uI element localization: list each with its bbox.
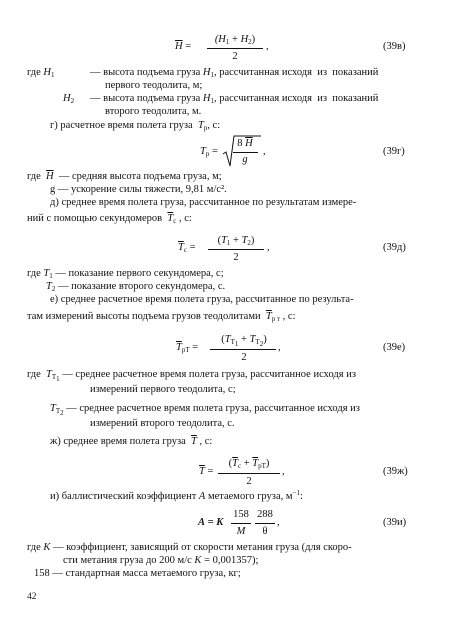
text-line: д) среднее время полета груза, рассчитанное по результатам измере- [50,197,357,208]
formula-numerator: $(T_1 + T_2)$ [217,235,255,247]
text-line: и) баллистический коэффициент A метаемого груза, $м^{-1}$: [50,489,303,502]
formula-number: (39д) [383,242,406,253]
text-line: первого теодолита, м; [105,80,203,91]
formula-lhs: $\overline{T}_{рТ}$ = [176,342,199,354]
fraction-bar [208,249,264,250]
text-line: е) среднее расчетное время полета груза, рассчитанное по результа- [50,294,354,305]
text-line: где $T_1$ — показание первого секундомера, с; [27,268,224,280]
formula-denominator: θ [262,526,268,537]
page-number: 42 [27,592,37,602]
fraction-bar [255,523,275,524]
text-line: измерений второго теодолита, с. [90,418,235,429]
text-line: $T_2$ — показание второго секундомера, с. [46,281,226,293]
formula-numerator: $(T_{Т_1} + T_{Т_2})$ [221,334,267,348]
text-line: г) расчетное время полета груза $T_р$, с: [50,120,221,132]
formula-denominator: 2 [241,352,247,363]
text-line: 158 — стандартная масса метаемого груза, кг; [34,568,241,579]
formula-number: (39г) [383,146,405,157]
text-line: где $T_{Т_1}$ — среднее расчетное время полета груза, рассчитанное исходя из [27,369,356,383]
fraction-bar [233,152,258,153]
formula-lhs: A = K [198,517,224,528]
text-line: там измерений высоты подъема грузов теодолитами $\overline{T}_{р т}$ , с: [27,311,296,323]
formula-lhs: $\overline{T}_с$ = [178,242,196,254]
text-line: ж) среднее время полета груза $\overline{T}$ , с: [50,436,213,447]
formula-numerator: 8 $\overline{H}$ [237,138,253,149]
formula-numerator: 158 [233,509,249,520]
formula-denominator: M [236,526,246,537]
text-line: — высота подъема груза $H_1$, рассчитанная исходя из показаний [90,93,379,105]
formula-number: (39и) [383,517,407,528]
text-line: сти метания груза до 200 м/с K = 0,001357); [63,555,259,566]
formula-denominator: 2 [232,51,238,62]
fraction-bar [231,523,251,524]
formula-numerator: 288 [257,509,273,520]
text-line: g — ускорение силы тяжести, 9,81 м/с². [50,184,227,195]
formula-numerator: $(\overline{T}_с + \overline{T}_{рТ})$ [228,458,270,470]
text-line: $T_{Т_2}$ — среднее расчетное время полета груза, рассчитанное исходя из [50,403,360,417]
formula-numerator: $(H_1 + H_2)$ [214,34,256,46]
text-line: ний с помощью секундомеров $\overline{T}_с$ , с: [27,213,192,225]
fraction-bar [218,473,280,474]
formula-lhs: $\overline{H}$ = [175,41,192,52]
formula-number: (39в) [383,41,406,52]
formula-lhs: $\overline{T}$ = [199,466,214,477]
formula-number: (39ж) [383,466,408,477]
formula-denominator: 2 [233,252,239,263]
fraction-bar [207,48,263,49]
fraction-bar [210,349,276,350]
text-line: измерений первого теодолита, с; [90,384,236,395]
formula-number: (39е) [383,342,406,353]
text-line: где $\overline{H}$ — средняя высота подъема груза, м; [27,171,222,182]
formula-lhs: $T_р$ = [200,146,218,158]
text-line: второго теодолита, м. [105,106,202,117]
text-line: $H_2$ [63,93,75,105]
text-line: — высота подъема груза $H_1$, рассчитанная исходя из показаний [90,67,379,79]
formula-denominator: g [242,154,248,165]
formula-denominator: 2 [246,476,252,487]
text-line: где $H_1$ [27,67,55,79]
text-line: где K — коэффициент, зависящий от скорости метания груза (для скоро- [27,542,352,553]
